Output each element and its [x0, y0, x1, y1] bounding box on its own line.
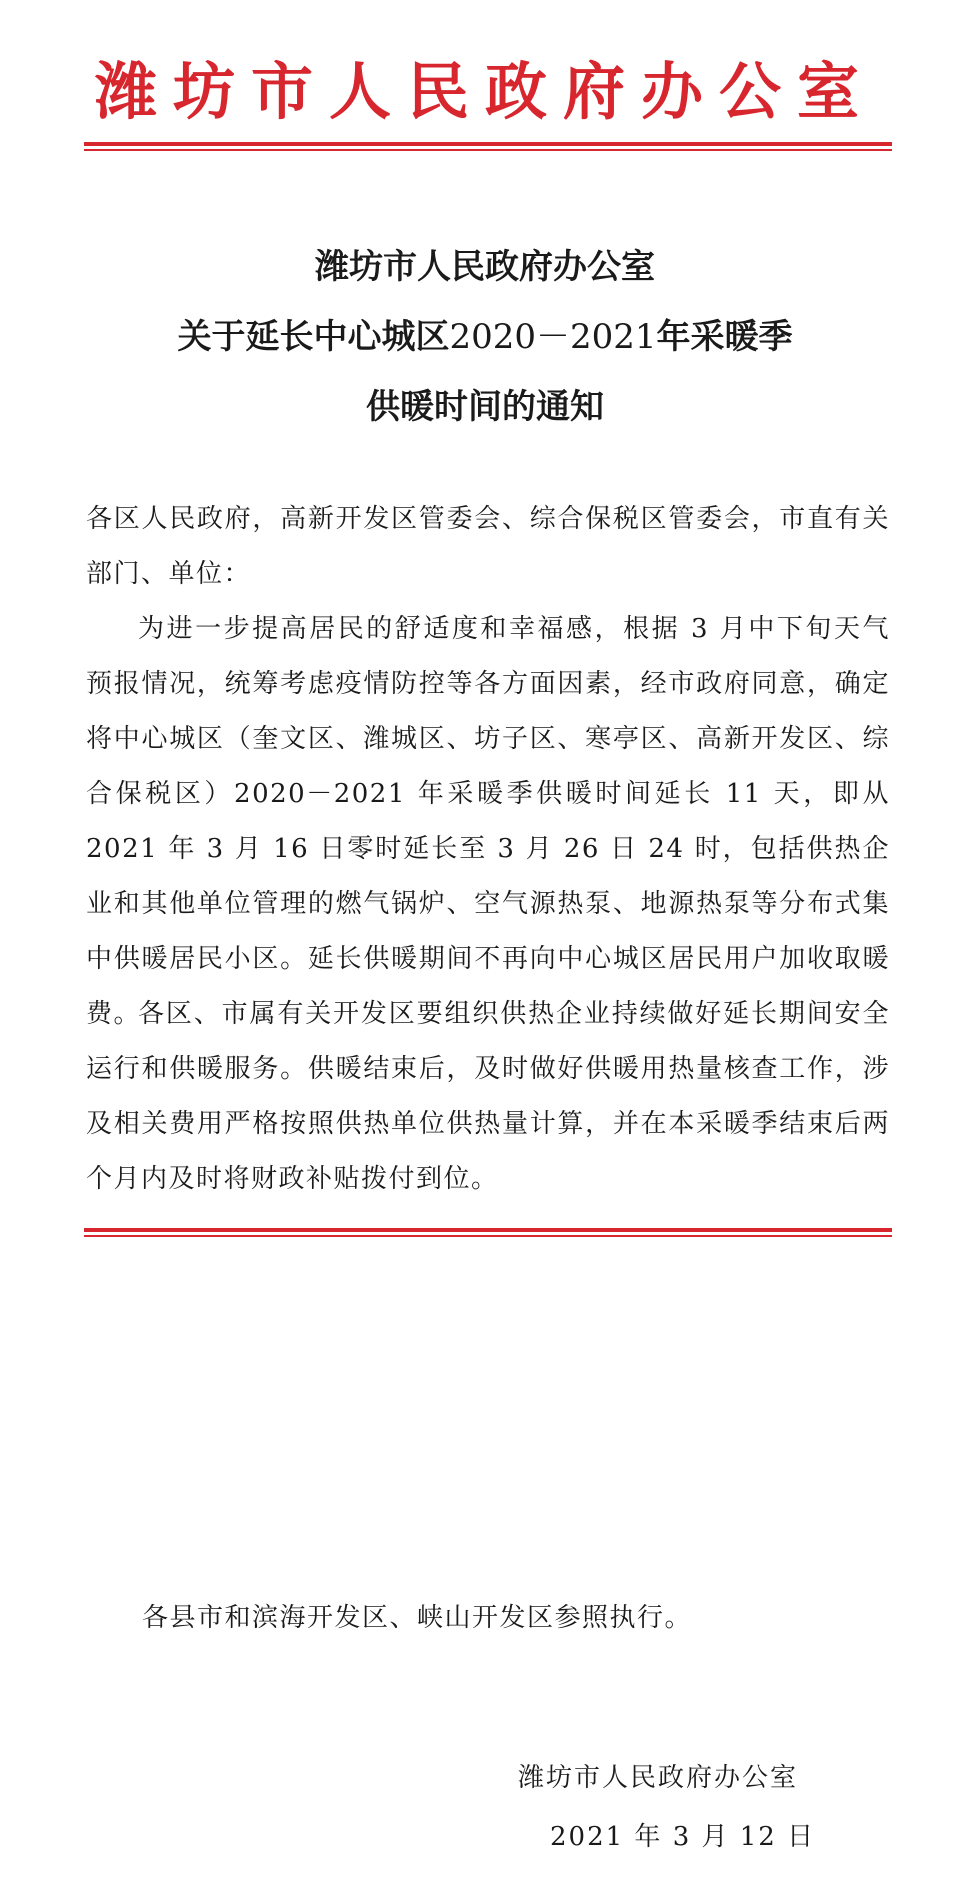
body-paragraph-2: 各区、市属有关开发区要组织供热企业持续做好延长期间安全运行和供暖服务。供暖结束后，及时做好供暖用热量核查工作，涉及相关费用严格按照供热单位供热量计算，并在本采暖季结束后两个月内及时将财政补贴拨付到位。	[86, 999, 890, 1194]
addressee: 各区人民政府，高新开发区管委会、综合保税区管委会，市直有关部门、单位：	[86, 504, 890, 589]
masthead-title: 潍坊市人民政府办公室	[94, 55, 875, 128]
title-line-3: 供暖时间的通知	[366, 387, 604, 427]
title-line-2: 关于延长中心城区2020－2021年采暖季	[177, 317, 793, 357]
title-line-1: 潍坊市人民政府办公室	[315, 247, 655, 287]
body-paragraph-1: 为进一步提高居民的舒适度和幸福感，根据 3 月中下旬天气预报情况，统筹考虑疫情防控等各方面因素，经市政府同意，确定将中心城区（奎文区、潍城区、坊子区、寒亭区、高新开发区、综合保税区）2020－2021 年采暖季供暖时间延长 11 天，即从 2021 年 3 月 16 日零时延长至 3 月 26 日 24 时，包括供热企业和其他单位管理的燃气锅炉、空气源热泵、地源热泵等分布式集中供暖居民小区。延长供暖期间不再向中心城区居民用户加收取暖费。	[86, 614, 890, 1029]
signature-organization: 潍坊市人民政府办公室	[518, 1763, 799, 1793]
supplementary-note: 各县市和滨海开发区、峡山开发区参照执行。	[142, 1603, 693, 1633]
masthead-divider	[84, 142, 892, 151]
title-year-range: 2020－2021	[449, 317, 657, 357]
footer-divider	[84, 1228, 892, 1237]
document-title	[0, 232, 970, 442]
signature-date: 2021 年 3 月 12 日	[550, 1822, 816, 1852]
